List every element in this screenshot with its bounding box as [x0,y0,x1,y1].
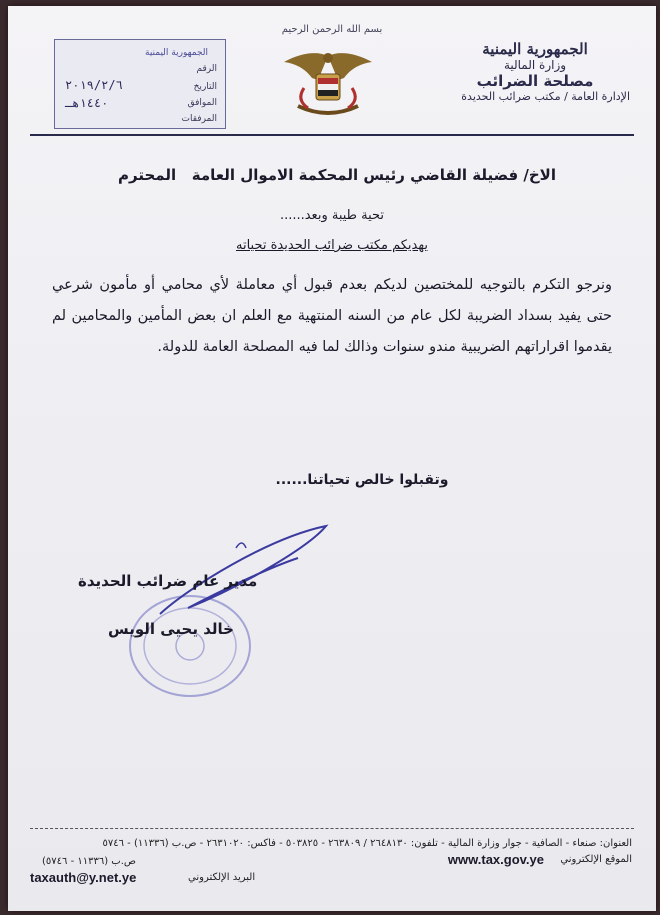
salutation: تحية طيبة وبعد...... [279,208,385,223]
footer-website: www.tax.gov.ye [447,852,544,867]
republic-name: الجمهورية اليمنية [482,40,588,58]
basmala: بسم الله الرحمن الرحيم [281,24,383,35]
letter-page [8,6,656,911]
footer-rule [30,828,634,829]
footer-email-label: البريد الإلكتروني [188,872,256,883]
authority-name: مصلحة الضرائب [476,72,594,90]
footer-email: taxauth@y.net.ye [30,870,137,885]
eagle-emblem-icon [278,48,378,124]
honorific: المحترم [118,166,177,184]
department-name: الإدارة العامة / مكتب ضرائب الحديدة [461,90,630,103]
subject-line: يهديكم مكتب ضرائب الحديدة تحياته [236,238,428,253]
letterhead [440,40,630,103]
footer-address: العنوان: صنعاء - الصافية - جوار وزارة المالية - تلفون: ٢٦٤٨١٣٠ / ٢٦٣٨٠٩ - ٥٠٣٨٢٥ - فاكس: ٢٦٣١٠٢٠ - ص.ب (١١٣٣٦) - ٥٧٤٦ [102,838,632,849]
ministry-name: وزارة المالية [503,58,567,72]
reference-stamp-text: الجمهورية اليمنية [145,48,209,58]
ref-date-value: ٢٠١٩/٢/٦ [65,78,123,92]
signatory-name: خالد يحيى الويس [108,620,234,638]
reference-box [54,39,226,129]
ref-number-label: الرقم [196,64,217,74]
footer-website-label: الموقع الإلكتروني [560,854,632,865]
ref-corresponding-value: ١٤٤٠هـ [65,96,109,110]
header-rule [30,134,634,136]
addressee: الاخ/ فضيلة القاضي رئيس المحكمة الاموال العامة [191,166,556,184]
ref-date-label: التاريخ [193,82,217,92]
letter-body: ونرجو التكرم بالتوجيه للمختصين لديكم بعدم قبول أي معاملة لأي محامي أو مأمون شرعي حتى يفيد بسداد الضريبة لكل عام من السنه المنتهية مع العلم ان بعض المأمين والمحامين لم يقدموا اقراراتهم الضريبية مندو سنوات وذالك لما فيه المصلحة العامة للدولة. [52,277,612,355]
ref-attachments-label: المرفقات [181,114,217,124]
footer-po-box: ص.ب (١١٣٣٦ - ٥٧٤٦) [42,856,136,867]
ref-corresponding-label: الموافق [187,98,217,108]
signatory-title: مدير عام ضرائب الحديدة [78,572,258,590]
closing-line: وتقبلوا خالص تحياتنا...... [275,472,449,488]
